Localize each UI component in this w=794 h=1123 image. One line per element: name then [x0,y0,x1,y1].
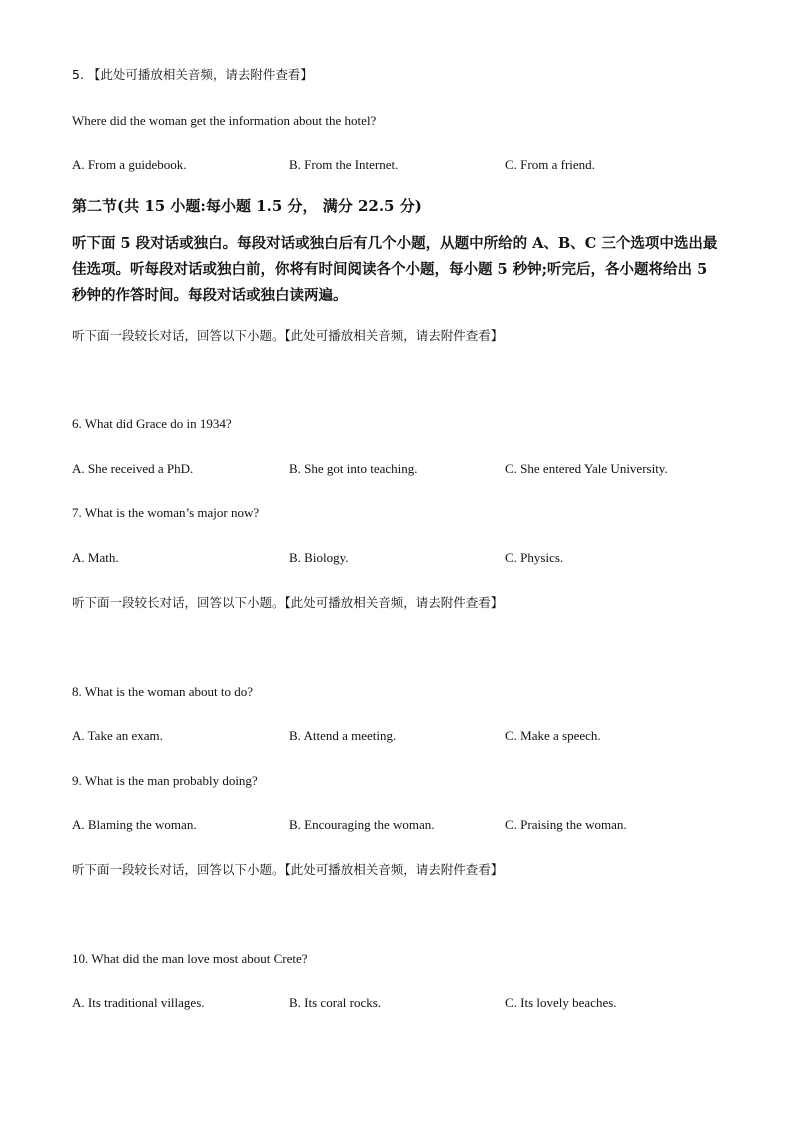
q9-options [72,817,722,833]
audio-note-3: 听下面一段较长对话，回答以下小题。【此处可播放相关音频，请去附件查看】 [72,862,504,877]
section2-instructions: 听下面 5 段对话或独白。每段对话或独白后有几个小题，从题中所给的 A、B、C 三个选项中选出最佳选项。听每段对话或独白前，你将有时间阅读各个小题，每小题 5 秒钟;听完后，各小题将给出 5 秒钟的作答时间。每段对话或独白读两遍。 [72,235,718,304]
q7-question: 7. What is the woman’s major now? [72,505,260,520]
q7-options [72,550,722,566]
audio-note-2: 听下面一段较长对话，回答以下小题。【此处可播放相关音频，请去附件查看】 [72,595,504,610]
q6-option-c[interactable]: C. She entered Yale University. [505,461,668,476]
audio-note-1: 听下面一段较长对话，回答以下小题。【此处可播放相关音频，请去附件查看】 [72,328,504,343]
q5-option-c[interactable]: C. From a friend. [505,157,595,172]
q8-option-c[interactable]: C. Make a speech. [505,728,601,743]
q9-option-a[interactable]: A. Blaming the woman. [72,817,197,832]
q9-question: 9. What is the man probably doing? [72,773,258,788]
q8-option-b[interactable]: B. Attend a meeting. [289,728,397,743]
q5-options [72,157,722,173]
q10-option-b[interactable]: B. Its coral rocks. [289,995,382,1010]
q8-options [72,728,722,744]
q10-options [72,995,722,1011]
q6-option-a[interactable]: A. She received a PhD. [72,461,194,476]
q8-option-a[interactable]: A. Take an exam. [72,728,163,743]
q5-question: Where did the woman get the information about the hotel? [72,113,377,128]
q5-option-a[interactable]: A. From a guidebook. [72,157,187,172]
section2-heading: 第二节(共 15 小题:每小题 1.5 分， 满分 22.5 分) [72,197,422,215]
q7-option-c[interactable]: C. Physics. [505,550,564,565]
q10-option-a[interactable]: A. Its traditional villages. [72,995,205,1010]
q5-prompt: 5. 【此处可播放相关音频，请去附件查看】 [72,67,313,82]
q10-option-c[interactable]: C. Its lovely beaches. [505,995,617,1010]
q9-option-c[interactable]: C. Praising the woman. [505,817,627,832]
q7-option-a[interactable]: A. Math. [72,550,119,565]
q8-question: 8. What is the woman about to do? [72,684,254,699]
q9-option-b[interactable]: B. Encouraging the woman. [289,817,435,832]
q6-options [72,461,722,477]
q5-option-b[interactable]: B. From the Internet. [289,157,399,172]
q6-option-b[interactable]: B. She got into teaching. [289,461,418,476]
q6-question: 6. What did Grace do in 1934? [72,416,232,431]
q10-question: 10. What did the man love most about Crete? [72,951,308,966]
q7-option-b[interactable]: B. Biology. [289,550,349,565]
